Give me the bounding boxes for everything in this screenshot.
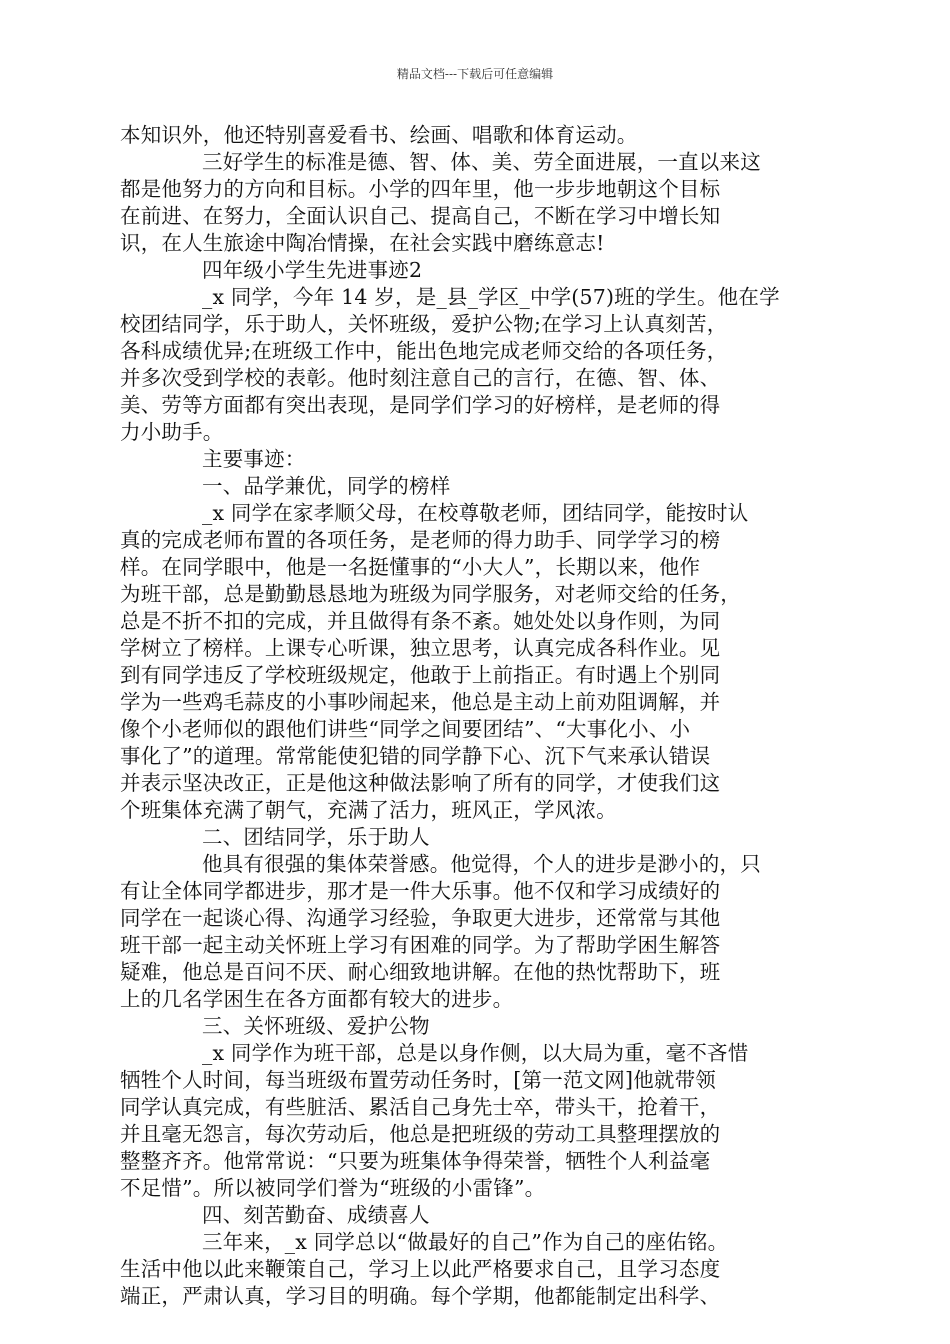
text-line: 并多次受到学校的表彰。他时刻注意自己的言行，在德、智、体、: [120, 366, 721, 390]
text-line: 并且毫无怨言，每次劳动后，他总是把班级的劳动工具整理摆放的: [120, 1122, 721, 1146]
text-line: 生活中他以此来鞭策自己，学习上以此严格要求自己，且学习态度: [120, 1257, 721, 1281]
text-line: 三年来，_x 同学总以“做最好的自己”作为自己的座佑铭。: [202, 1230, 729, 1254]
text-line: 并表示坚决改正，正是他这种做法影响了所有的同学，才使我们这: [120, 771, 721, 795]
text-line: 二、团结同学，乐于助人: [202, 825, 430, 849]
text-line: 四年级小学生先进事迹2: [202, 258, 423, 282]
text-line: 四、刻苦勤奋、成绩喜人: [202, 1203, 430, 1227]
text-line: 上的几名学困生在各方面都有较大的进步。: [120, 987, 514, 1011]
text-line: 到有同学违反了学校班级规定，他敢于上前指正。有时遇上个别同: [120, 663, 721, 687]
text-line: 个班集体充满了朝气，充满了活力，班风正，学风浓。: [120, 798, 617, 822]
text-line: 力小助手。: [120, 420, 224, 444]
text-line: 不足惜”。所以被同学们誉为“班级的小雷锋”。: [120, 1176, 546, 1200]
text-line: 一、品学兼优，同学的榜样: [202, 474, 451, 498]
document-body: [120, 122, 820, 1310]
text-line: 端正，严肃认真，学习目的明确。每个学期，他都能制定出科学、: [120, 1284, 721, 1308]
text-line: 美、劳等方面都有突出表现，是同学们学习的好榜样，是老师的得: [120, 393, 721, 417]
text-line: 校团结同学，乐于助人，关怀班级，爱护公物;在学习上认真刻苦，: [120, 312, 728, 336]
text-line: _x 同学作为班干部，总是以身作侧，以大局为重，毫不吝惜: [202, 1041, 749, 1065]
text-line: 识，在人生旅途中陶冶情操，在社会实践中磨练意志!: [120, 231, 605, 255]
text-line: _x 同学在家孝顺父母，在校尊敬老师，团结同学，能按时认: [202, 501, 749, 525]
text-line: 学树立了榜样。上课专心听课，独立思考，认真完成各科作业。见: [120, 636, 721, 660]
text-line: 疑难，他总是百问不厌、耐心细致地讲解。在他的热忱帮助下，班: [120, 960, 721, 984]
text-line: 真的完成老师布置的各项任务，是老师的得力助手、同学学习的榜: [120, 528, 721, 552]
text-line: 本知识外，他还特别喜爱看书、绘画、唱歌和体育运动。: [120, 123, 638, 147]
text-line: 三、关怀班级、爱护公物: [202, 1014, 430, 1038]
text-line: 他具有很强的集体荣誉感。他觉得，个人的进步是渺小的，只: [202, 852, 761, 876]
text-line: 为班干部，总是勤勤恳恳地为班级为同学服务，对老师交给的任务，: [120, 582, 741, 606]
text-line: 在前进、在努力，全面认识自己、提高自己，不断在学习中增长知: [120, 204, 721, 228]
text-line: 总是不折不扣的完成，并且做得有条不紊。她处处以身作则，为同: [120, 609, 721, 633]
text-line: 三好学生的标准是德、智、体、美、劳全面进展，一直以来这: [202, 150, 761, 174]
text-line: 各科成绩优异;在班级工作中，能出色地完成老师交给的各项任务，: [120, 339, 728, 363]
text-line: 主要事迹：: [202, 447, 306, 471]
text-line: 像个小老师似的跟他们讲些“同学之间要团结”、“大事化小、小: [120, 717, 691, 741]
text-line: 事化了”的道理。常常能使犯错的同学静下心、沉下气来承认错误: [120, 744, 711, 768]
text-line: 都是他努力的方向和目标。小学的四年里，他一步步地朝这个目标: [120, 177, 721, 201]
text-line: 整整齐齐。他常常说：“只要为班集体争得荣誉，牺牲个人利益毫: [120, 1149, 711, 1173]
text-line: 同学在一起谈心得、沟通学习经验，争取更大进步，还常常与其他: [120, 906, 721, 930]
text-line: 有让全体同学都进步，那才是一件大乐事。他不仅和学习成绩好的: [120, 879, 721, 903]
text-line: 同学认真完成，有些脏活、累活自己身先士卒，带头干，抢着干，: [120, 1095, 721, 1119]
text-line: _x 同学，今年 14 岁，是_县_学区_中学(57)班的学生。他在学: [202, 285, 780, 309]
text-line: 学为一些鸡毛蒜皮的小事吵闹起来，他总是主动上前劝阻调解，并: [120, 690, 721, 714]
text-line: 牺牲个人时间，每当班级布置劳动任务时，[第一范文网]他就带领: [120, 1068, 716, 1092]
text-line: 班干部一起主动关怀班上学习有困难的同学。为了帮助学困生解答: [120, 933, 721, 957]
text-line: 样。在同学眼中，他是一名挺懂事的“小大人”，长期以来，他作: [120, 555, 701, 579]
page-header: 精品文档---下载后可任意编辑: [396, 67, 554, 81]
